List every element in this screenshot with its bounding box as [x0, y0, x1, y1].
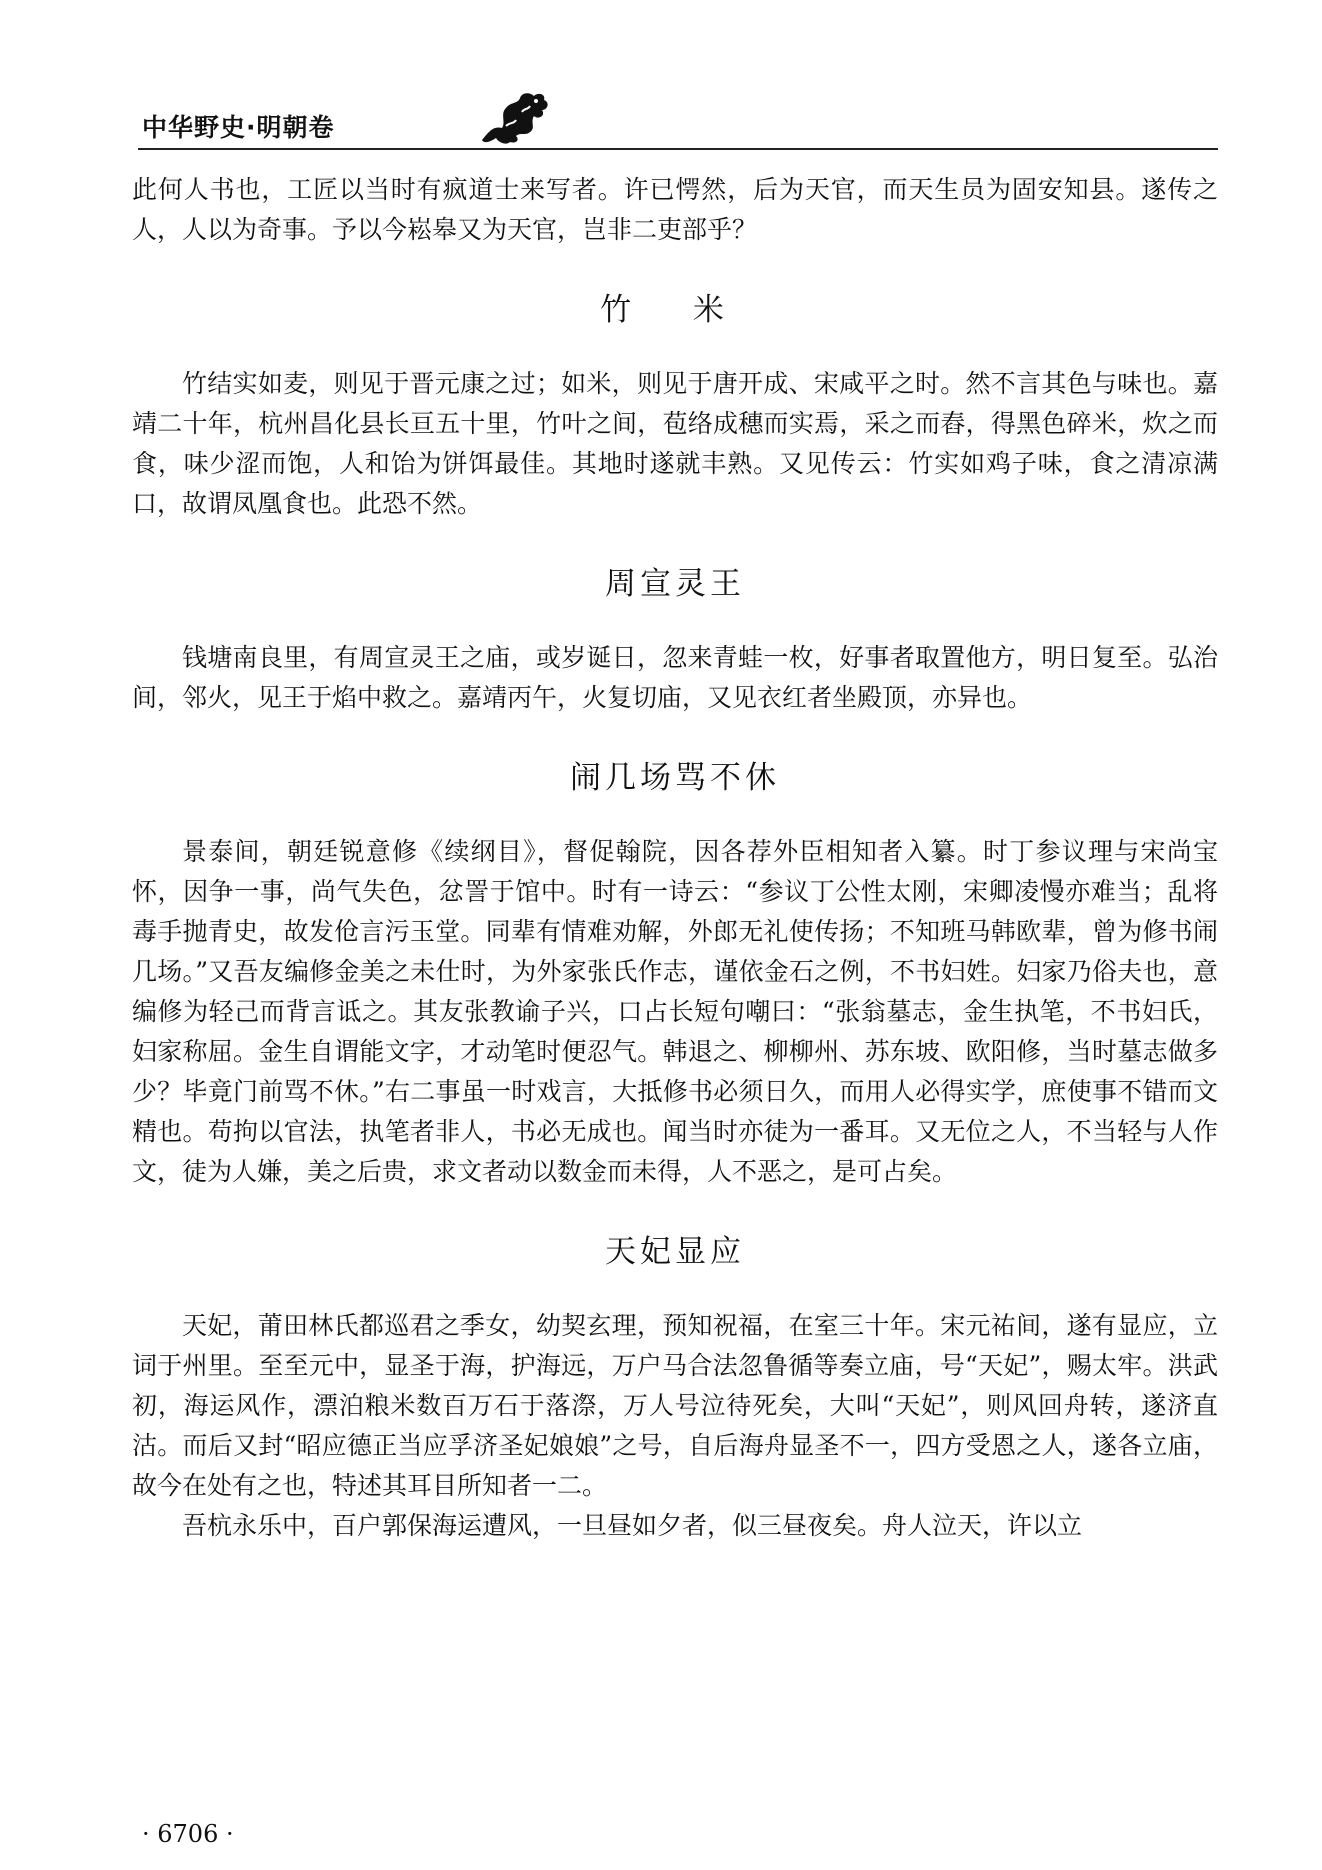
header-rule [138, 148, 1218, 150]
page-header [138, 80, 1218, 160]
intro-paragraph: 此何人书也，工匠以当时有疯道士来写者。许已愕然，后为天官，而天生员为固安知县。遂传之人，人以为奇事。予以今崧皋又为天官，岂非二吏部乎？ [132, 175, 1218, 244]
dragon-icon [476, 86, 556, 148]
section-paragraph: 吾杭永乐中，百户郭保海运遭风，一旦昼如夕者，似三昼夜矣。舟人泣天，许以立 [182, 1511, 1083, 1540]
section-title-zhouxuan: 周宣灵王 [605, 566, 745, 602]
section-title-tianfei: 天妃显应 [605, 1234, 745, 1270]
section-paragraph: 竹结实如麦，则见于晋元康之过；如米，则见于唐开成、宋咸平之时。然不言其色与味也。嘉靖二十年，杭州昌化县长亘五十里，竹叶之间，苞络成穗而实焉，采之而舂，得黑色碎米，炊之而食，味少涩而饱，人和饴为饼饵最佳。其地时遂就丰熟。又见传云：竹实如鸡子味，食之清凉满口，故谓凤凰食也。此恐不然。 [132, 369, 1218, 518]
page-number: · 6706 · [142, 1820, 234, 1848]
section-title-zhumi: 竹 米 [600, 292, 750, 328]
book-title: 中华野史·明朝卷 [142, 113, 335, 142]
page-content [132, 170, 1218, 1546]
section-paragraph: 钱塘南良里，有周宣灵王之庙，或岁诞日，忽来青蛙一枚，好事者取置他方，明日复至。弘治间，邻火，见王于焰中救之。嘉靖丙午，火复切庙，又见衣红者坐殿顶，亦异也。 [132, 643, 1218, 712]
section-title-naojichang: 闹几场骂不休 [570, 760, 780, 796]
section-paragraph: 天妃，莆田林氏都巡君之季女，幼契玄理，预知祝福，在室三十年。宋元祐间，遂有显应，立词于州里。至至元中，显圣于海，护海远，万户马合法忽鲁循等奏立庙，号“天妃”，赐太牢。洪武初，海运风作，漂泊粮米数百万石于落漈，万人号泣待死矣，大叫“天妃”，则风回舟转，遂济直沽。而后又封“昭应德正当应孚济圣妃娘娘”之号，自后海舟显圣不一，四方受恩之人，遂各立庙，故今在处有之也，特述其耳目所知者一二。 [132, 1311, 1218, 1500]
section-paragraph: 景泰间，朝廷锐意修《续纲目》，督促翰院，因各荐外臣相知者入纂。时丁参议理与宋尚宝怀，因争一事，尚气失色，忿詈于馆中。时有一诗云：“参议丁公性太刚，宋卿凌慢亦难当；乱将毒手抛青史，故发伧言污玉堂。同辈有情难劝解，外郎无礼使传扬；不知班马韩欧辈，曾为修书闹几场。”又吾友编修金美之未仕时，为外家张氏作志，谨依金石之例，不书妇姓。妇家乃俗夫也，意编修为轻己而背言诋之。其友张教谕子兴，口占长短句嘲曰：“张翁墓志，金生执笔，不书妇氏，妇家称屈。金生自谓能文字，才动笔时便忍气。韩退之、柳柳州、苏东坡、欧阳修，当时墓志做多少？毕竟门前骂不休。”右二事虽一时戏言，大抵修书必须日久，而用人必得实学，庶使事不错而文精也。苟拘以官法，执笔者非人，书必无成也。闻当时亦徒为一番耳。又无位之人，不当轻与人作文，徒为人嫌，美之后贵，求文者动以数金而未得，人不恶之，是可占矣。 [132, 837, 1218, 1186]
